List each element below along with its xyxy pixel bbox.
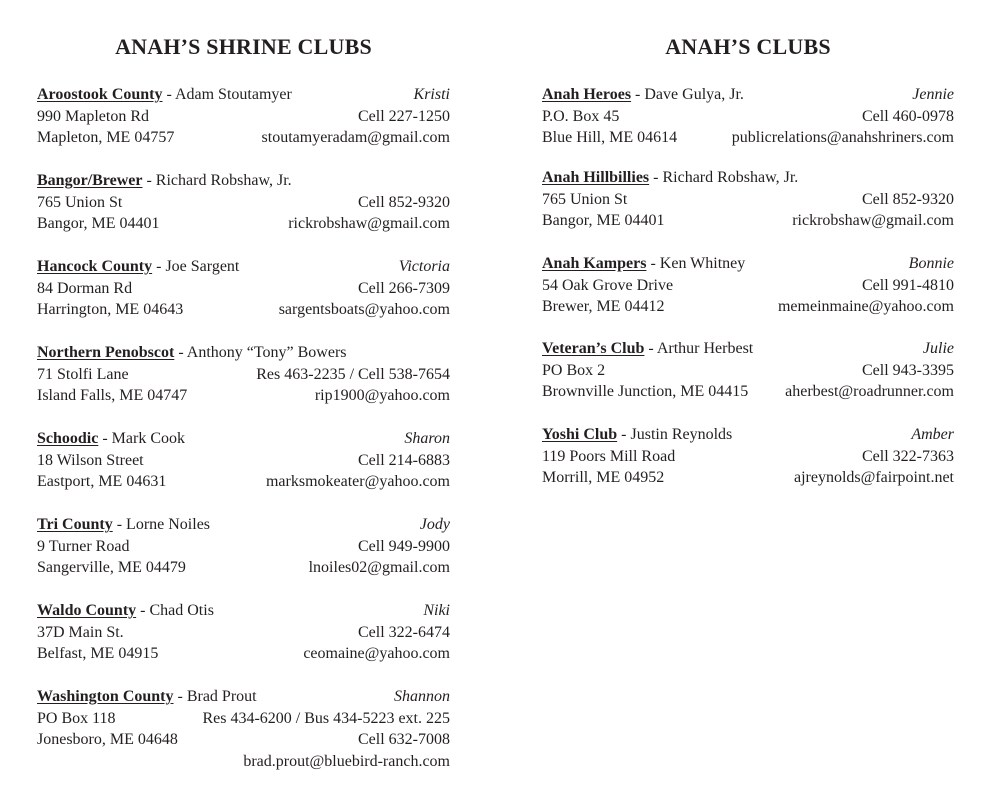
club-city: Jonesboro, ME 04648 — [37, 731, 178, 748]
club-entry-anah-hillbillies — [542, 167, 954, 232]
club-phone: Cell 322-6474 — [358, 623, 450, 641]
club-phone: Cell 852-9320 — [358, 193, 450, 211]
club-contact: - Mark Cook — [98, 430, 185, 447]
club-phone: Cell 322-7363 — [862, 447, 954, 465]
club-name: Anah Heroes — [542, 86, 632, 103]
club-entry-aroostook — [37, 84, 450, 149]
club-city: Sangerville, ME 04479 — [37, 559, 186, 576]
spouse-name: Shannon — [394, 688, 450, 705]
club-email: rickrobshaw@gmail.com — [792, 212, 954, 229]
club-phone: Cell 460-0978 — [862, 107, 954, 125]
club-entry-veterans-club — [542, 338, 954, 403]
club-address: P.O. Box 45 — [542, 107, 620, 125]
club-email: ajreynolds@fairpoint.net — [793, 469, 954, 486]
club-address: PO Box 118 — [37, 709, 116, 727]
club-contact: - Ken Whitney — [646, 255, 746, 272]
club-email: memeinmaine@yahoo.com — [777, 298, 954, 315]
anah-clubs-title: ANAH’S CLUBS — [665, 34, 831, 59]
club-phone: Cell 227-1250 — [358, 107, 450, 125]
club-city: Bangor, ME 04401 — [37, 215, 160, 232]
club-entry-anah-kampers — [542, 253, 954, 318]
club-email: marksmokeater@yahoo.com — [265, 473, 450, 490]
club-name: Tri County — [37, 516, 113, 533]
club-address: 765 Union St — [37, 193, 123, 211]
club-name: Hancock County — [37, 258, 153, 275]
spouse-name: Victoria — [398, 258, 450, 275]
club-city: Harrington, ME 04643 — [37, 301, 184, 318]
club-email: lnoiles02@gmail.com — [308, 559, 450, 576]
club-email: ceomaine@yahoo.com — [303, 645, 450, 662]
club-city: Bangor, ME 04401 — [542, 212, 665, 229]
club-name: Waldo County — [37, 602, 137, 619]
club-email: rickrobshaw@gmail.com — [288, 215, 450, 232]
spouse-name: Jody — [419, 516, 450, 533]
club-phone: Cell 943-3395 — [862, 361, 954, 379]
club-city: Island Falls, ME 04747 — [37, 387, 188, 404]
club-contact: - Joe Sargent — [152, 258, 240, 275]
club-entry-hancock — [37, 256, 450, 321]
club-name: Veteran’s Club — [542, 340, 645, 357]
club-contact: - Dave Gulya, Jr. — [631, 86, 744, 103]
club-address: 9 Turner Road — [37, 537, 130, 555]
club-phone: Cell 214-6883 — [358, 451, 450, 469]
spouse-name: Sharon — [404, 430, 450, 447]
club-entry-northern-penobscot — [37, 342, 450, 407]
club-address: 18 Wilson Street — [37, 451, 144, 469]
club-cell: Cell 632-7008 — [358, 731, 450, 748]
spouse-name: Bonnie — [908, 255, 954, 272]
club-city: Morrill, ME 04952 — [542, 469, 665, 486]
club-phone: Cell 949-9900 — [358, 537, 450, 555]
club-entry-tri-county — [37, 514, 450, 579]
club-email: brad.prout@bluebird-ranch.com — [243, 752, 450, 770]
club-email: rip1900@yahoo.com — [314, 387, 450, 404]
club-address: 54 Oak Grove Drive — [542, 276, 674, 294]
spouse-name: Niki — [423, 602, 450, 619]
club-address: 84 Dorman Rd — [37, 279, 133, 297]
club-address: 990 Mapleton Rd — [37, 107, 149, 125]
club-entry-yoshi-club — [542, 424, 954, 489]
club-city: Brewer, ME 04412 — [542, 298, 665, 315]
club-contact: - Richard Robshaw, Jr. — [649, 169, 799, 186]
club-name: Northern Penobscot — [37, 344, 175, 361]
club-contact: - Chad Otis — [136, 602, 214, 619]
spouse-name: Jennie — [912, 86, 954, 103]
club-phone: Cell 852-9320 — [862, 190, 954, 208]
club-address: 765 Union St — [542, 190, 628, 208]
club-entry-schoodic — [37, 428, 450, 493]
club-city: Brownville Junction, ME 04415 — [542, 383, 749, 400]
club-city: Mapleton, ME 04757 — [37, 129, 175, 146]
club-contact: - Anthony “Tony” Bowers — [174, 344, 347, 361]
club-name: Bangor/Brewer — [37, 172, 143, 189]
club-email: stoutamyeradam@gmail.com — [261, 129, 450, 146]
club-email: sargentsboats@yahoo.com — [278, 301, 450, 318]
club-contact: - Justin Reynolds — [617, 426, 733, 443]
club-name: Schoodic — [37, 430, 99, 447]
club-contact: - Richard Robshaw, Jr. — [142, 172, 292, 189]
club-contact: - Arthur Herbest — [644, 340, 754, 357]
spouse-name: Amber — [911, 426, 954, 443]
club-city: Blue Hill, ME 04614 — [542, 129, 678, 146]
club-name: Aroostook County — [37, 86, 163, 103]
club-name: Yoshi Club — [542, 426, 618, 443]
club-phone: Res 434-6200 / Bus 434-5223 ext. 225 — [202, 709, 450, 727]
club-address: 71 Stolfi Lane — [37, 365, 129, 383]
club-phone: Cell 266-7309 — [358, 279, 450, 297]
club-contact: - Lorne Noiles — [112, 516, 211, 533]
club-name: Washington County — [37, 688, 174, 705]
shrine-clubs-title: ANAH’S SHRINE CLUBS — [115, 34, 372, 59]
club-address: 37D Main St. — [37, 623, 124, 641]
club-entry-anah-heroes — [542, 84, 954, 149]
club-city: Eastport, ME 04631 — [37, 473, 167, 490]
club-city: Belfast, ME 04915 — [37, 645, 159, 662]
club-phone: Cell 991-4810 — [862, 276, 954, 294]
club-entry-washington — [37, 686, 450, 772]
club-address: 119 Poors Mill Road — [542, 447, 676, 465]
club-contact: - Adam Stoutamyer — [162, 86, 292, 103]
club-phone: Res 463-2235 / Cell 538-7654 — [256, 365, 450, 383]
club-email: aherbest@roadrunner.com — [785, 383, 954, 400]
spouse-name: Kristi — [413, 86, 450, 103]
club-email: publicrelations@anahshriners.com — [731, 129, 954, 146]
club-entry-bangor-brewer — [37, 170, 450, 235]
club-contact: - Brad Prout — [173, 688, 257, 705]
club-address: PO Box 2 — [542, 361, 606, 379]
spouse-name: Julie — [922, 340, 954, 357]
club-name: Anah Kampers — [542, 255, 647, 272]
club-name: Anah Hillbillies — [542, 169, 650, 186]
club-entry-waldo — [37, 600, 450, 665]
